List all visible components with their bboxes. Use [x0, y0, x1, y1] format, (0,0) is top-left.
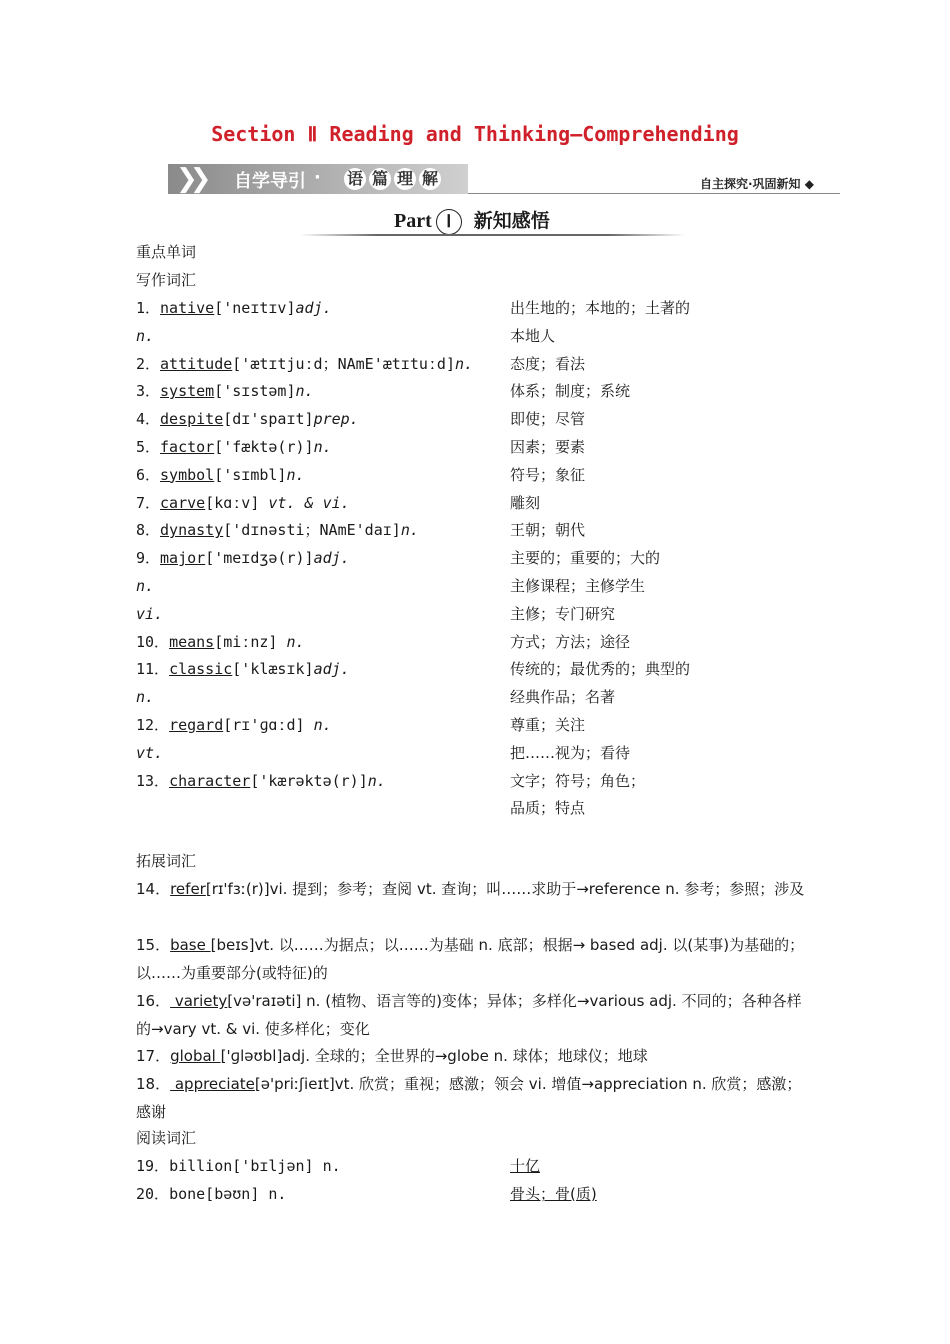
banner-char: 理 — [394, 168, 416, 190]
entry-pos: n. — [400, 521, 419, 540]
entry-pos: vt. — [136, 743, 164, 762]
entry-phonetic: ['klæsɪk] — [232, 660, 314, 679]
entry-word: variety — [170, 992, 228, 1010]
entry-phonetic: [miːnz] — [214, 632, 287, 651]
entry-detail: [rɪ'fɜː(r)]vi. 提到；参考；查阅 vt. 查询；叫……求助于→reference n. 参考；参照；涉及 — [205, 880, 805, 898]
chevron-icon: ❯❯ — [176, 164, 204, 194]
entry-word: billion['bɪljən] n. — [169, 1157, 341, 1175]
entry-phonetic: ['dɪnəsti；NAmE'daɪ] — [223, 521, 401, 540]
entry-number: 8． — [136, 521, 161, 540]
entry-meaning: 十亿 — [510, 1157, 541, 1175]
entry-pos: n. — [136, 688, 155, 707]
entry-detail: [və'raɪəti] n. (植物、语言等的)变体；异体；多样化→various adj. 不同的；各种各样的→vary vt. & vi. 使多样化；变化 — [136, 992, 802, 1038]
extended-entry — [136, 875, 812, 903]
vocab-entry — [136, 743, 163, 763]
entry-number: 4． — [136, 410, 161, 429]
entry-number: 14． — [136, 880, 171, 898]
entry-detail: ['ɡləʊbl]adj. 全球的；全世界的→globe n. 球体；地球仪；地球 — [220, 1047, 648, 1065]
vocab-entry — [136, 354, 473, 374]
vocab-entry — [136, 771, 386, 791]
entry-word: refer — [170, 880, 206, 898]
part-heading — [394, 206, 550, 235]
extended-entry — [136, 931, 812, 987]
banner-left-label: 自学导引 — [234, 171, 306, 192]
entry-phonetic: [rɪ'ɡɑːd] — [223, 716, 314, 734]
entry-word: native — [160, 299, 215, 317]
entry-number: 12． — [136, 716, 170, 734]
entry-number: 13． — [136, 771, 170, 790]
entry-number: 9． — [136, 549, 161, 568]
reading-entry — [136, 1184, 286, 1204]
vocab-entry — [136, 465, 305, 485]
entry-word: major — [160, 549, 206, 568]
diamond-icon: ◆ — [804, 177, 814, 191]
entry-word: global — [170, 1047, 221, 1065]
entry-word: appreciate — [170, 1075, 255, 1093]
vocab-entry — [136, 632, 305, 652]
entry-pos: n. — [313, 438, 332, 456]
entry-detail: [ə'priːʃieɪt]vt. 欣赏；重视；感激；领会 vi. 增值→appreciation n. 欣赏；感激；感谢 — [136, 1075, 802, 1121]
entry-number: 7． — [136, 493, 161, 512]
part-number: Ⅰ — [436, 209, 462, 235]
entry-meaning: 骨头；骨(质) — [510, 1185, 597, 1203]
entry-pos: n. — [367, 771, 386, 790]
banner-right-label — [344, 168, 444, 190]
banner-dot: · — [314, 167, 321, 188]
section-banner — [168, 164, 468, 194]
vocab-entry — [136, 715, 332, 735]
entry-pos: n. — [455, 354, 474, 373]
entry-word: means — [169, 632, 215, 651]
entry-meaning: 传统的；最优秀的；典型的 — [510, 660, 691, 679]
reading-entry — [136, 1156, 341, 1176]
entry-pos: adj. — [313, 549, 350, 568]
entry-phonetic: ['sɪstəm] — [214, 382, 296, 401]
entry-meaning: 尊重；关注 — [510, 716, 586, 734]
vocab-entry — [136, 576, 154, 596]
heading-key-words: 重点单词 — [136, 243, 197, 261]
entry-number: 15． — [136, 936, 171, 954]
extended-entry — [136, 987, 812, 1043]
entry-number: 1． — [136, 299, 161, 317]
entry-pos: adj. — [313, 660, 350, 679]
entry-number: 19． — [136, 1157, 170, 1175]
entry-pos: n. — [136, 326, 155, 345]
entry-pos: n. — [136, 577, 155, 595]
vocab-entry — [136, 659, 350, 679]
entry-meaning: 出生地的；本地的；土著的 — [510, 299, 691, 317]
extended-entry — [136, 1070, 812, 1126]
entry-word: symbol — [160, 465, 215, 484]
entry-word: character — [169, 771, 251, 790]
entry-number: 10． — [136, 632, 170, 651]
entry-word: base — [170, 936, 211, 954]
entry-word: attitude — [160, 354, 233, 373]
vocab-entry — [136, 493, 350, 513]
banner-tag-text: 自主探究·巩固新知 — [700, 177, 801, 191]
entry-word: system — [160, 382, 215, 401]
vocab-entry — [136, 381, 314, 401]
entry-number: 3． — [136, 382, 161, 401]
entry-meaning: 雕刻 — [510, 493, 541, 512]
entry-number: 11． — [136, 660, 170, 679]
entry-meaning: 本地人 — [510, 326, 556, 345]
entry-number: 20． — [136, 1185, 170, 1203]
entry-meaning: 方式；方法；途径 — [510, 632, 631, 651]
part-rule — [300, 234, 685, 236]
banner-char: 语 — [344, 168, 366, 190]
entry-word: classic — [169, 660, 233, 679]
entry-detail: [beɪs]vt. 以……为据点；以……为基础 n. 底部；根据→ based adj. 以(某事)为基础的；以……为重要部分(或特征)的 — [136, 936, 805, 982]
vocab-entry — [136, 687, 154, 707]
entry-meaning: 把……视为；看待 — [510, 743, 631, 762]
entry-number: 16． — [136, 992, 171, 1010]
entry-pos: n. — [295, 382, 314, 401]
entry-phonetic: ['sɪmbl] — [214, 465, 287, 484]
entry-phonetic: ['ætɪtjuːd；NAmE'ætɪtuːd] — [232, 354, 455, 373]
entry-meaning: 即使；尽管 — [510, 410, 586, 429]
entry-pos: vt. & vi. — [268, 493, 350, 512]
banner-char: 篇 — [369, 168, 391, 190]
entry-meaning: 品质；特点 — [510, 799, 586, 818]
vocab-entry — [136, 409, 359, 429]
vocab-entry — [136, 520, 419, 540]
entry-pos: n. — [286, 465, 305, 484]
entry-meaning: 主修；专门研究 — [510, 604, 616, 623]
entry-pos: prep. — [313, 410, 359, 429]
vocab-entry — [136, 326, 154, 346]
heading-writing-vocab: 写作词汇 — [136, 271, 197, 289]
part-label: Part — [394, 210, 432, 232]
entry-word: dynasty — [160, 521, 224, 540]
entry-meaning: 符号；象征 — [510, 465, 586, 484]
entry-word: factor — [160, 438, 215, 456]
entry-word: bone[bəʊn] n. — [169, 1185, 287, 1203]
entry-meaning: 经典作品；名著 — [510, 688, 616, 707]
entry-meaning: 体系；制度；系统 — [510, 382, 631, 401]
vocab-entry — [136, 437, 332, 457]
entry-pos: n. — [286, 632, 305, 651]
entry-pos: adj. — [295, 299, 332, 317]
heading-reading-vocab: 阅读词汇 — [136, 1129, 197, 1147]
entry-pos: n. — [313, 716, 332, 734]
entry-word: regard — [169, 716, 224, 734]
part-subtitle: 新知感悟 — [473, 210, 550, 232]
entry-phonetic: [kɑːv] — [205, 493, 269, 512]
entry-word: carve — [160, 493, 206, 512]
entry-phonetic: ['meɪdʒə(r)] — [205, 549, 314, 568]
entry-phonetic: [dɪ'spaɪt] — [223, 410, 314, 429]
entry-pos: vi. — [136, 604, 164, 623]
entry-number: 2． — [136, 354, 161, 373]
banner-rule — [468, 193, 840, 194]
vocab-entry — [136, 548, 350, 568]
entry-meaning: 王朝；朝代 — [510, 521, 586, 540]
entry-number: 17． — [136, 1047, 171, 1065]
vocab-entry — [136, 298, 332, 318]
banner-tag — [700, 175, 814, 192]
entry-number: 6． — [136, 465, 161, 484]
banner-char: 解 — [419, 168, 441, 190]
entry-number: 18． — [136, 1075, 171, 1093]
vocab-entry — [136, 604, 163, 624]
entry-phonetic: ['neɪtɪv] — [214, 299, 296, 317]
entry-phonetic: ['fæktə(r)] — [214, 438, 314, 456]
entry-meaning: 态度；看法 — [510, 354, 586, 373]
entry-meaning: 因素；要素 — [510, 438, 586, 456]
entry-meaning: 文字；符号；角色； — [510, 771, 646, 790]
entry-meaning: 主要的；重要的；大的 — [510, 549, 661, 568]
heading-extended-vocab: 拓展词汇 — [136, 852, 197, 870]
entry-meaning: 主修课程；主修学生 — [510, 577, 646, 595]
entry-phonetic: ['kærəktə(r)] — [250, 771, 368, 790]
entry-word: despite — [160, 410, 224, 429]
section-title: Section Ⅱ Reading and Thinking—Comprehending — [211, 122, 739, 146]
extended-entry — [136, 1042, 812, 1070]
entry-number: 5． — [136, 438, 161, 456]
